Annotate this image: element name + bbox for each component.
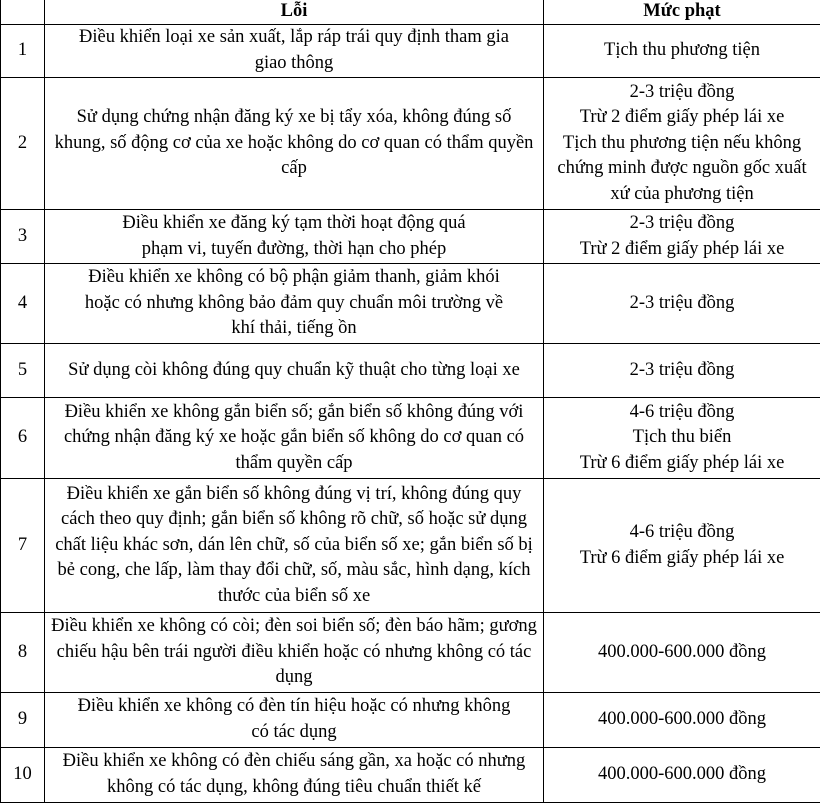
table-row	[1, 344, 820, 398]
fine-line: Tịch thu phương tiện	[604, 40, 760, 61]
row-number: 2	[1, 78, 45, 210]
row-number: 5	[1, 344, 45, 398]
row-fine	[544, 748, 820, 803]
row-fine	[544, 613, 820, 693]
fine-line: 400.000-600.000 đồng	[597, 641, 767, 662]
row-error: Điều khiển xe gắn biển số không đúng vị trí, không đúng quy cách theo quy định; gắn biển số không rõ chữ, số hoặc sử dụng chất liệu khác sơn, dán lên chữ, số của biển số xe; gắn biển số bị bẻ cong, che lấp, làm thay đổi chữ, số, màu sắc, hình dạng, kích thước của biển số xe	[45, 479, 544, 613]
fine-line: Tịch thu phương tiện nếu không chứng minh được nguồn gốc xuất xứ của phương tiện	[557, 132, 807, 204]
table-row	[1, 613, 820, 693]
row-number: 3	[1, 210, 45, 264]
row-error: Điều khiển xe không có còi; đèn soi biển số; đèn báo hãm; gương chiếu hậu bên trái người điều khiển hoặc có nhưng không có tác dụng	[45, 613, 544, 693]
row-number: 9	[1, 693, 45, 748]
fine-line: Trừ 6 điểm giấy phép lái xe	[579, 452, 785, 473]
table-row	[1, 693, 820, 748]
row-number: 6	[1, 398, 45, 479]
row-fine	[544, 210, 820, 264]
header-error: Lỗi	[45, 0, 544, 25]
row-fine	[544, 693, 820, 748]
header-fine: Mức phạt	[544, 0, 820, 25]
row-fine	[544, 479, 820, 613]
fine-line: Trừ 6 điểm giấy phép lái xe	[579, 547, 785, 568]
row-number: 8	[1, 613, 45, 693]
fine-line: 4-6 triệu đồng	[629, 401, 735, 422]
fine-line: 4-6 triệu đồng	[629, 521, 735, 542]
table-row	[1, 398, 820, 479]
fine-line: 400.000-600.000 đồng	[597, 709, 767, 730]
row-error: Sử dụng chứng nhận đăng ký xe bị tẩy xóa, không đúng số khung, số động cơ của xe hoặc không do cơ quan có thẩm quyền cấp	[45, 78, 544, 210]
row-error: Điều khiển xe không có đèn chiếu sáng gần, xa hoặc có nhưng không có tác dụng, không đúng tiêu chuẩn thiết kế	[45, 748, 544, 803]
row-fine	[544, 25, 820, 78]
fine-line: Trừ 2 điểm giấy phép lái xe	[579, 107, 785, 128]
fine-line: 2-3 triệu đồng	[629, 359, 735, 380]
row-fine	[544, 344, 820, 398]
fine-line: 2-3 triệu đồng	[629, 292, 735, 313]
row-error: Điều khiển xe đăng ký tạm thời hoạt động quá phạm vi, tuyến đường, thời hạn cho phép	[45, 210, 544, 264]
row-error: Sử dụng còi không đúng quy chuẩn kỹ thuật cho từng loại xe	[45, 344, 544, 398]
fine-line: Tịch thu biển	[632, 427, 732, 448]
table-row	[1, 748, 820, 803]
row-fine	[544, 264, 820, 344]
fine-line: 2-3 triệu đồng	[629, 212, 735, 233]
row-fine	[544, 398, 820, 479]
row-error: Điều khiển xe không gắn biển số; gắn biển số không đúng với chứng nhận đăng ký xe hoặc gắn biển số không do cơ quan có thẩm quyền cấp	[45, 398, 544, 479]
table-row	[1, 210, 820, 264]
table-row	[1, 264, 820, 344]
row-number: 10	[1, 748, 45, 803]
table-row	[1, 479, 820, 613]
row-number: 4	[1, 264, 45, 344]
table-row	[1, 78, 820, 210]
header-no	[1, 0, 45, 25]
header-row	[1, 0, 820, 25]
fine-line: Trừ 2 điểm giấy phép lái xe	[579, 238, 785, 259]
table-row	[1, 25, 820, 78]
row-number: 7	[1, 479, 45, 613]
row-error: Điều khiển loại xe sản xuất, lắp ráp trái quy định tham gia giao thông	[45, 25, 544, 78]
fine-line: 400.000-600.000 đồng	[597, 764, 767, 785]
row-number: 1	[1, 25, 45, 78]
row-error: Điều khiển xe không có đèn tín hiệu hoặc có nhưng không có tác dụng	[45, 693, 544, 748]
fine-line: 2-3 triệu đồng	[629, 81, 735, 102]
row-error: Điều khiển xe không có bộ phận giảm thanh, giảm khói hoặc có nhưng không bảo đảm quy chuẩn môi trường về khí thải, tiếng ồn	[45, 264, 544, 344]
row-fine	[544, 78, 820, 210]
